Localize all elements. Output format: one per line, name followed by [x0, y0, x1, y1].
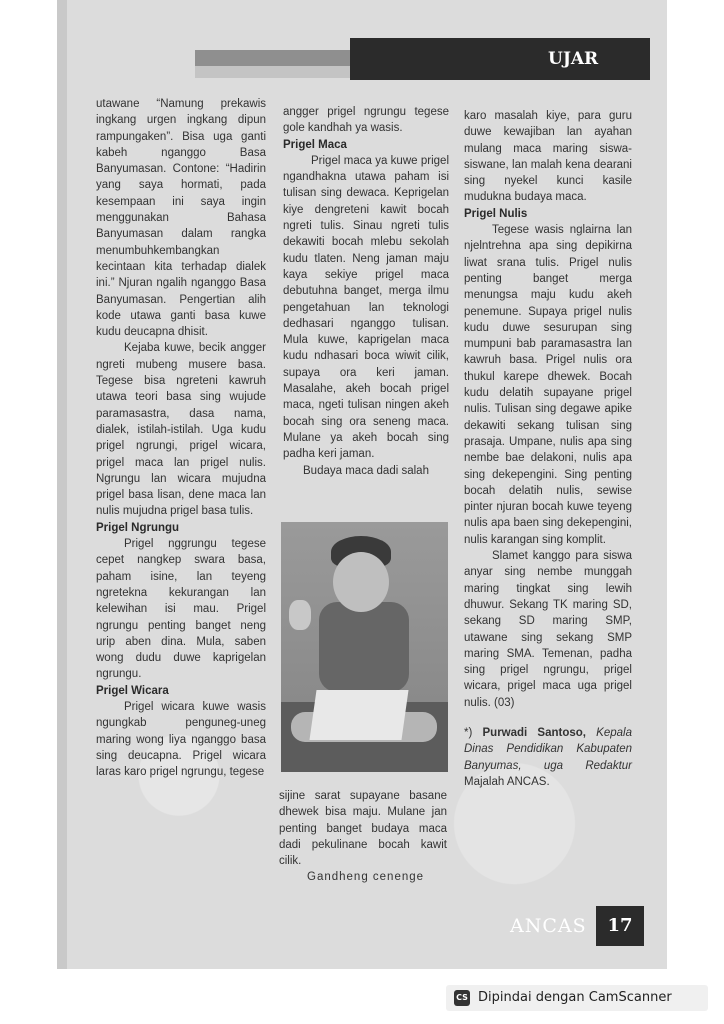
subheading-prigel-wicara: Prigel Wicara: [96, 684, 169, 697]
col2-paragraph-2: Prigel maca ya kuwe prigel ngandhakna utawa paham isi tulisan sing dewaca. Keprigelan kiye dengreteni kawit bocah ngreti tulis. Sinau ngreti tulis dekawiti bocah mlebu sekolah kudu tlaten. Neng jaman maju kaya sekiye prigel maca debutuhna banget, merga ilmu pengetahuan lan teknologi dedhasari nganggo tulisan. Mula kuwe, kaprigelan maca kudu ndhasari boca wiwit cilik, supaya ora keri jaman. Masalahe, akeh bocah prigel maca, ngeti tulisan ningen akeh bocah sing ora seneng maca. Mulane ya akeh bocah sing padha keri jaman.: [283, 154, 449, 461]
col3-paragraph-2: Tegese wasis nglairna lan njelntrehna apa sing depikirna liwat srana tulis. Prigel nulis penting banget merga menungsa maju kudu akeh penemune. Supaya prigel nulis kudu duwe sesurupan sing mumpuni bab paramasastra lan kawruh basa. Prigel nulis ora thukul karepe dhewek. Bocah kudu delatih supayane prigel nulis. Tulisan sing degawe apike dekawiti sekang tulisan sing prasaja. Umpane, nulis apa sing nembe bae delakoni, nulis apa sing dekepengini. Sing penting bocah delatih nulis, sewise pinter njuran bocah kuwe teyeng nulis apa baen sing dekepengini, nulis karangan sing komplit.: [464, 224, 632, 546]
col2-paragraph-4: Gandheng cenenge: [307, 871, 425, 884]
photo-book: [309, 690, 408, 740]
col2-paragraph-3: sijine sarat supayane basane dhewek bisa maju. Mulane jan penting banget budaya maca dadi pekulinane bocah kawit cilik.: [279, 790, 447, 868]
col1-paragraph-1: utawane “Namung prekawis ingkang urgen ingkang dipun rampungaken”. Bisa uga ganti kabeh nganggo Basa Banyumasan. Contone: “Hadirin yang saya hormati, pada kesempaan ini saya ingin menggunakan Bahasa Banyumasan dalam rangka menumbuhkembangkan kecintaan kita terhadap dialek ini.” Njuran ngalih nganggo Basa Banyumasan. Pengertian alih kode utawa ganti basa kuwe kudu deucapna dhisit.: [96, 98, 266, 339]
photo-child-head: [333, 552, 389, 612]
camscanner-label: Dipindai dengan CamScanner: [478, 990, 672, 1005]
author-name: Purwadi Santoso,: [482, 726, 586, 739]
author-note: [464, 725, 632, 790]
column-3: [464, 108, 632, 790]
author-magazine: Majalah ANCAS.: [464, 775, 550, 788]
column-2: [283, 104, 449, 479]
col3-paragraph-3: Slamet kanggo para siswa anyar sing nembe munggah maring tingkat sing lewih dhuwur. Sekang TK maring SD, sekang SD maring SMP, utawane sing sekang SMP maring SMA. Temenan, padha sing prigel ngrungu, prigel wicara, prigel maca uga prigel nulis. (03): [464, 550, 632, 709]
photo-child-hand: [289, 600, 311, 630]
photo-child-body: [319, 602, 409, 692]
column-1: [96, 96, 266, 780]
col3-paragraph-1: karo masalah kiye, para guru duwe kewajiban lan ayahan mulang maca maring siswa-siswane, lan malah kena dearani sing nyekel kunci kasile mudukna budaya maca.: [464, 110, 632, 204]
camscanner-icon: CS: [454, 990, 470, 1006]
section-title: UJAR: [548, 49, 599, 69]
author-role: Kepala Dinas Pendidikan Kabupaten Banyumas, uga Redaktur: [464, 726, 632, 772]
photo-child-reading: [281, 522, 448, 772]
page-gutter-shadow: [57, 0, 67, 969]
col1-paragraph-3: Prigel nggrungu tegese cepet nangkep swara basa, paham isine, lan teyeng ngretekna kekurangan lan kelewihan isi mau. Prigel ngrungu penting banget neng urip aben dina. Mula, saben wong dudu duwe kaprigelan ngrungu.: [96, 538, 266, 681]
column-2-lower: [279, 788, 447, 886]
ancas-logo: ANCAS: [510, 915, 587, 937]
subheading-prigel-maca: Prigel Maca: [283, 138, 347, 151]
author-note-mark: *): [464, 726, 473, 739]
col1-paragraph-4: Prigel wicara kuwe wasis ngungkab penguneg-uneg maring wong liya nganggo basa sing deucapna. Prigel wicara laras karo prigel ngrungu, tegese: [96, 700, 266, 779]
subheading-prigel-nulis: Prigel Nulis: [464, 207, 528, 220]
col2-paragraph-1: angger prigel ngrungu tegese gole kandhah ya wasis.: [283, 106, 449, 135]
subheading-prigel-ngrungu: Prigel Ngrungu: [96, 521, 180, 534]
page-number: 17: [607, 915, 633, 936]
col1-paragraph-2: Kejaba kuwe, becik angger ngreti mubeng musere basa. Tegese bisa ngreteni kawruh utawa teori basa sing wujude paramasastra, dasa nama, dialek, istilah-istilah. Uga kudu prigel ngrungi, prigel wicara, prigel maca lan prigel nulis. Ngrungu lan wicara mujudna prigel basa lisan, dene maca lan nulis mujudna prigel basa tulis.: [96, 342, 266, 518]
col2-caption-line: Budaya maca dadi salah: [303, 464, 429, 477]
